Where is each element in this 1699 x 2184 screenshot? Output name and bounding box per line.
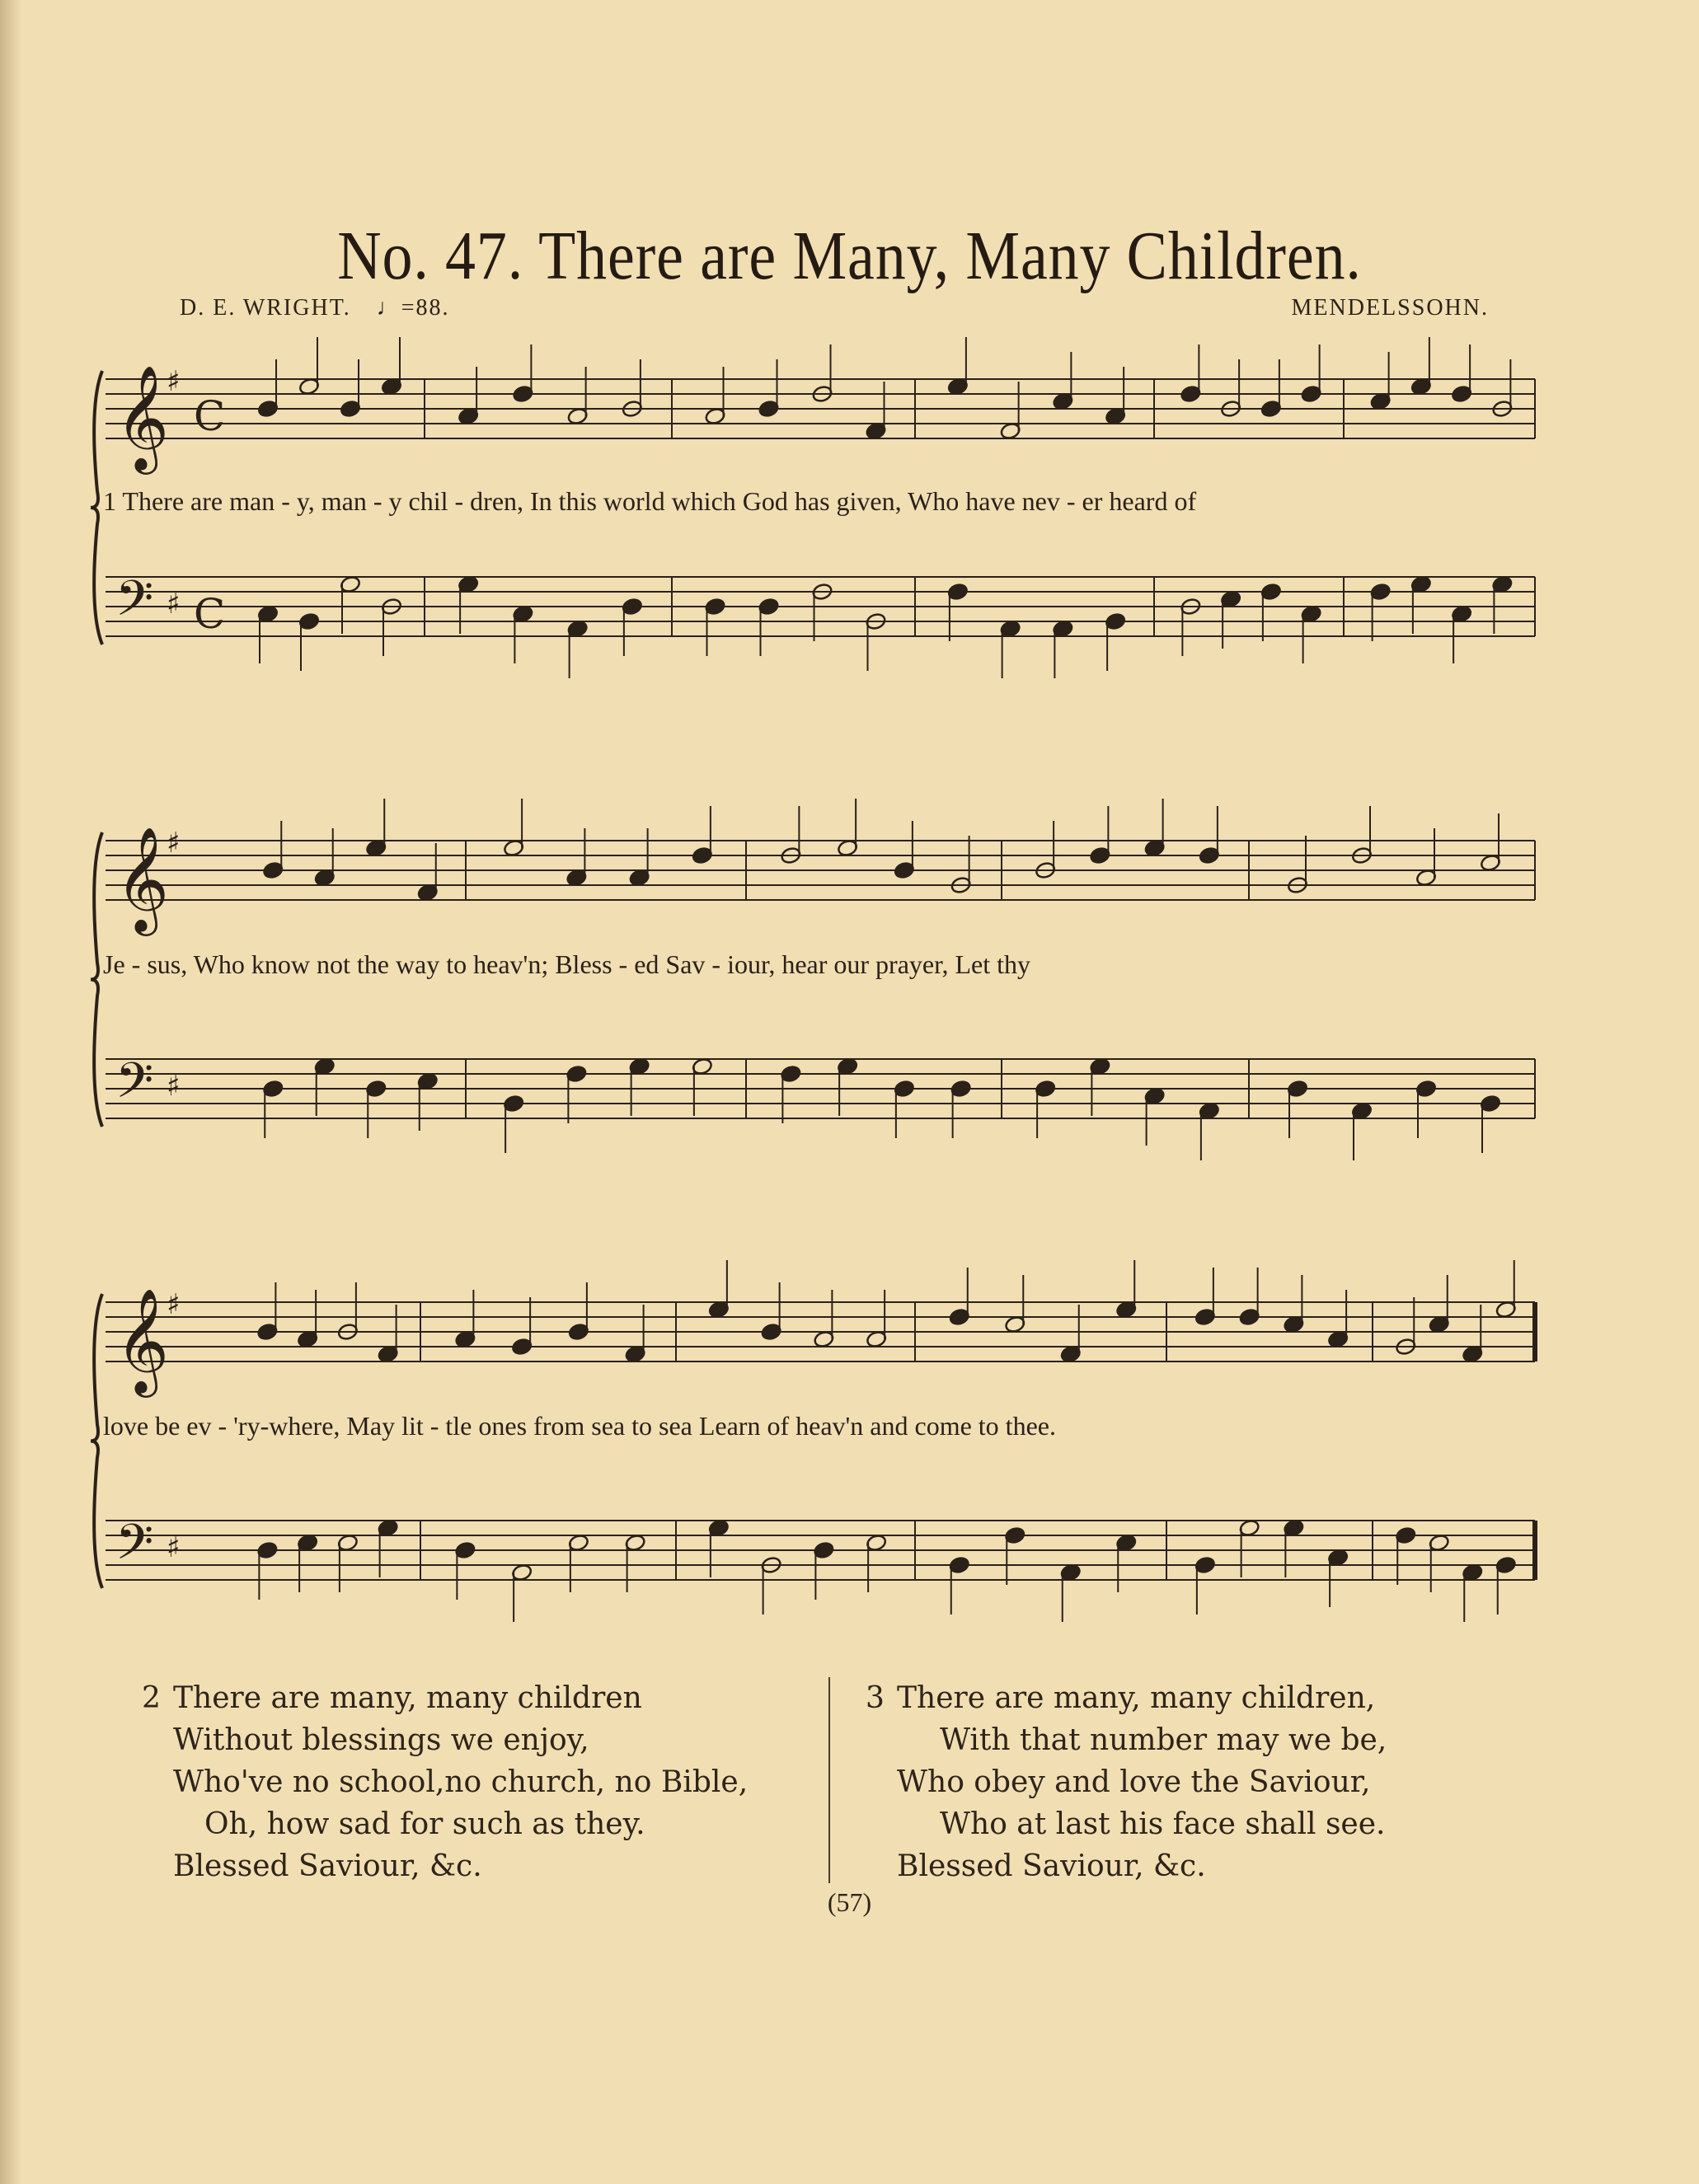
- lyric-line-1: 1 There are man - y, man - y chil - dren, In this world which God has given, Who have nev - er heard of: [103, 486, 1197, 516]
- treble-clef-icon: 𝄞: [115, 1287, 170, 1393]
- sharp-icon: ♯: [167, 1288, 181, 1321]
- sharp-icon: ♯: [167, 827, 181, 860]
- treble-clef-icon: 𝄞: [115, 826, 170, 931]
- bass-clef-icon: 𝄢: [115, 569, 154, 639]
- brace: [91, 371, 102, 644]
- verse-2: [142, 1677, 748, 1887]
- verse-line: Who've no school,no church, no Bible,: [173, 1765, 749, 1799]
- common-time-icon: C: [194, 590, 226, 638]
- additional-verses: [0, 1677, 1699, 1891]
- verse-line: Without blessings we enjoy,: [173, 1723, 589, 1757]
- sharp-icon: ♯: [167, 365, 181, 398]
- music-system-3: [91, 1249, 1542, 1636]
- sharp-icon: ♯: [167, 1531, 181, 1564]
- verse-3: [866, 1677, 1387, 1887]
- tempo-mark: ♩=88.: [376, 295, 450, 321]
- staff-notation-3: [91, 1249, 1542, 1636]
- brace: [91, 832, 102, 1127]
- verse-line: With that number may we be,: [940, 1723, 1387, 1757]
- music-system-2: [91, 787, 1542, 1174]
- brace: [91, 1294, 102, 1588]
- common-time-icon: C: [194, 392, 226, 440]
- verse-number: 2: [142, 1681, 161, 1715]
- verse-line: Oh, how sad for such as they.: [204, 1807, 645, 1841]
- hymn-title: No. 47. There are Many, Many Children.: [337, 218, 1362, 294]
- lyricist-credit: [180, 295, 450, 321]
- verse-line: There are many, many children,: [897, 1681, 1376, 1715]
- verse-line: Blessed Saviour, &c.: [897, 1849, 1206, 1883]
- verse-divider: [828, 1677, 830, 1883]
- lyricist-name: D. E. WRIGHT.: [180, 295, 351, 321]
- page-number: (57): [827, 1887, 872, 1917]
- staff-notation-2: [91, 787, 1542, 1174]
- lyric-line-3: love be ev - 'ry-where, May lit - tle ones from sea to sea Learn of heav'n and come to thee.: [103, 1411, 1056, 1441]
- composer-credit: MENDELSSOHN.: [1291, 295, 1489, 321]
- verse-line: There are many, many children: [173, 1681, 642, 1715]
- bass-clef-icon: 𝄢: [115, 1052, 154, 1121]
- verse-line: Who obey and love the Saviour,: [897, 1765, 1371, 1799]
- sharp-icon: ♯: [167, 1070, 181, 1103]
- sharp-icon: ♯: [167, 588, 181, 621]
- verse-line: Blessed Saviour, &c.: [173, 1849, 482, 1883]
- verse-line: Who at last his face shall see.: [940, 1807, 1386, 1841]
- bass-clef-icon: 𝄢: [115, 1513, 154, 1582]
- verse-number: 3: [866, 1681, 885, 1715]
- lyric-line-2: Je - sus, Who know not the way to heav'n; Bless - ed Sav - iour, hear our prayer, Let thy: [103, 949, 1031, 979]
- treble-clef-icon: 𝄞: [115, 364, 170, 470]
